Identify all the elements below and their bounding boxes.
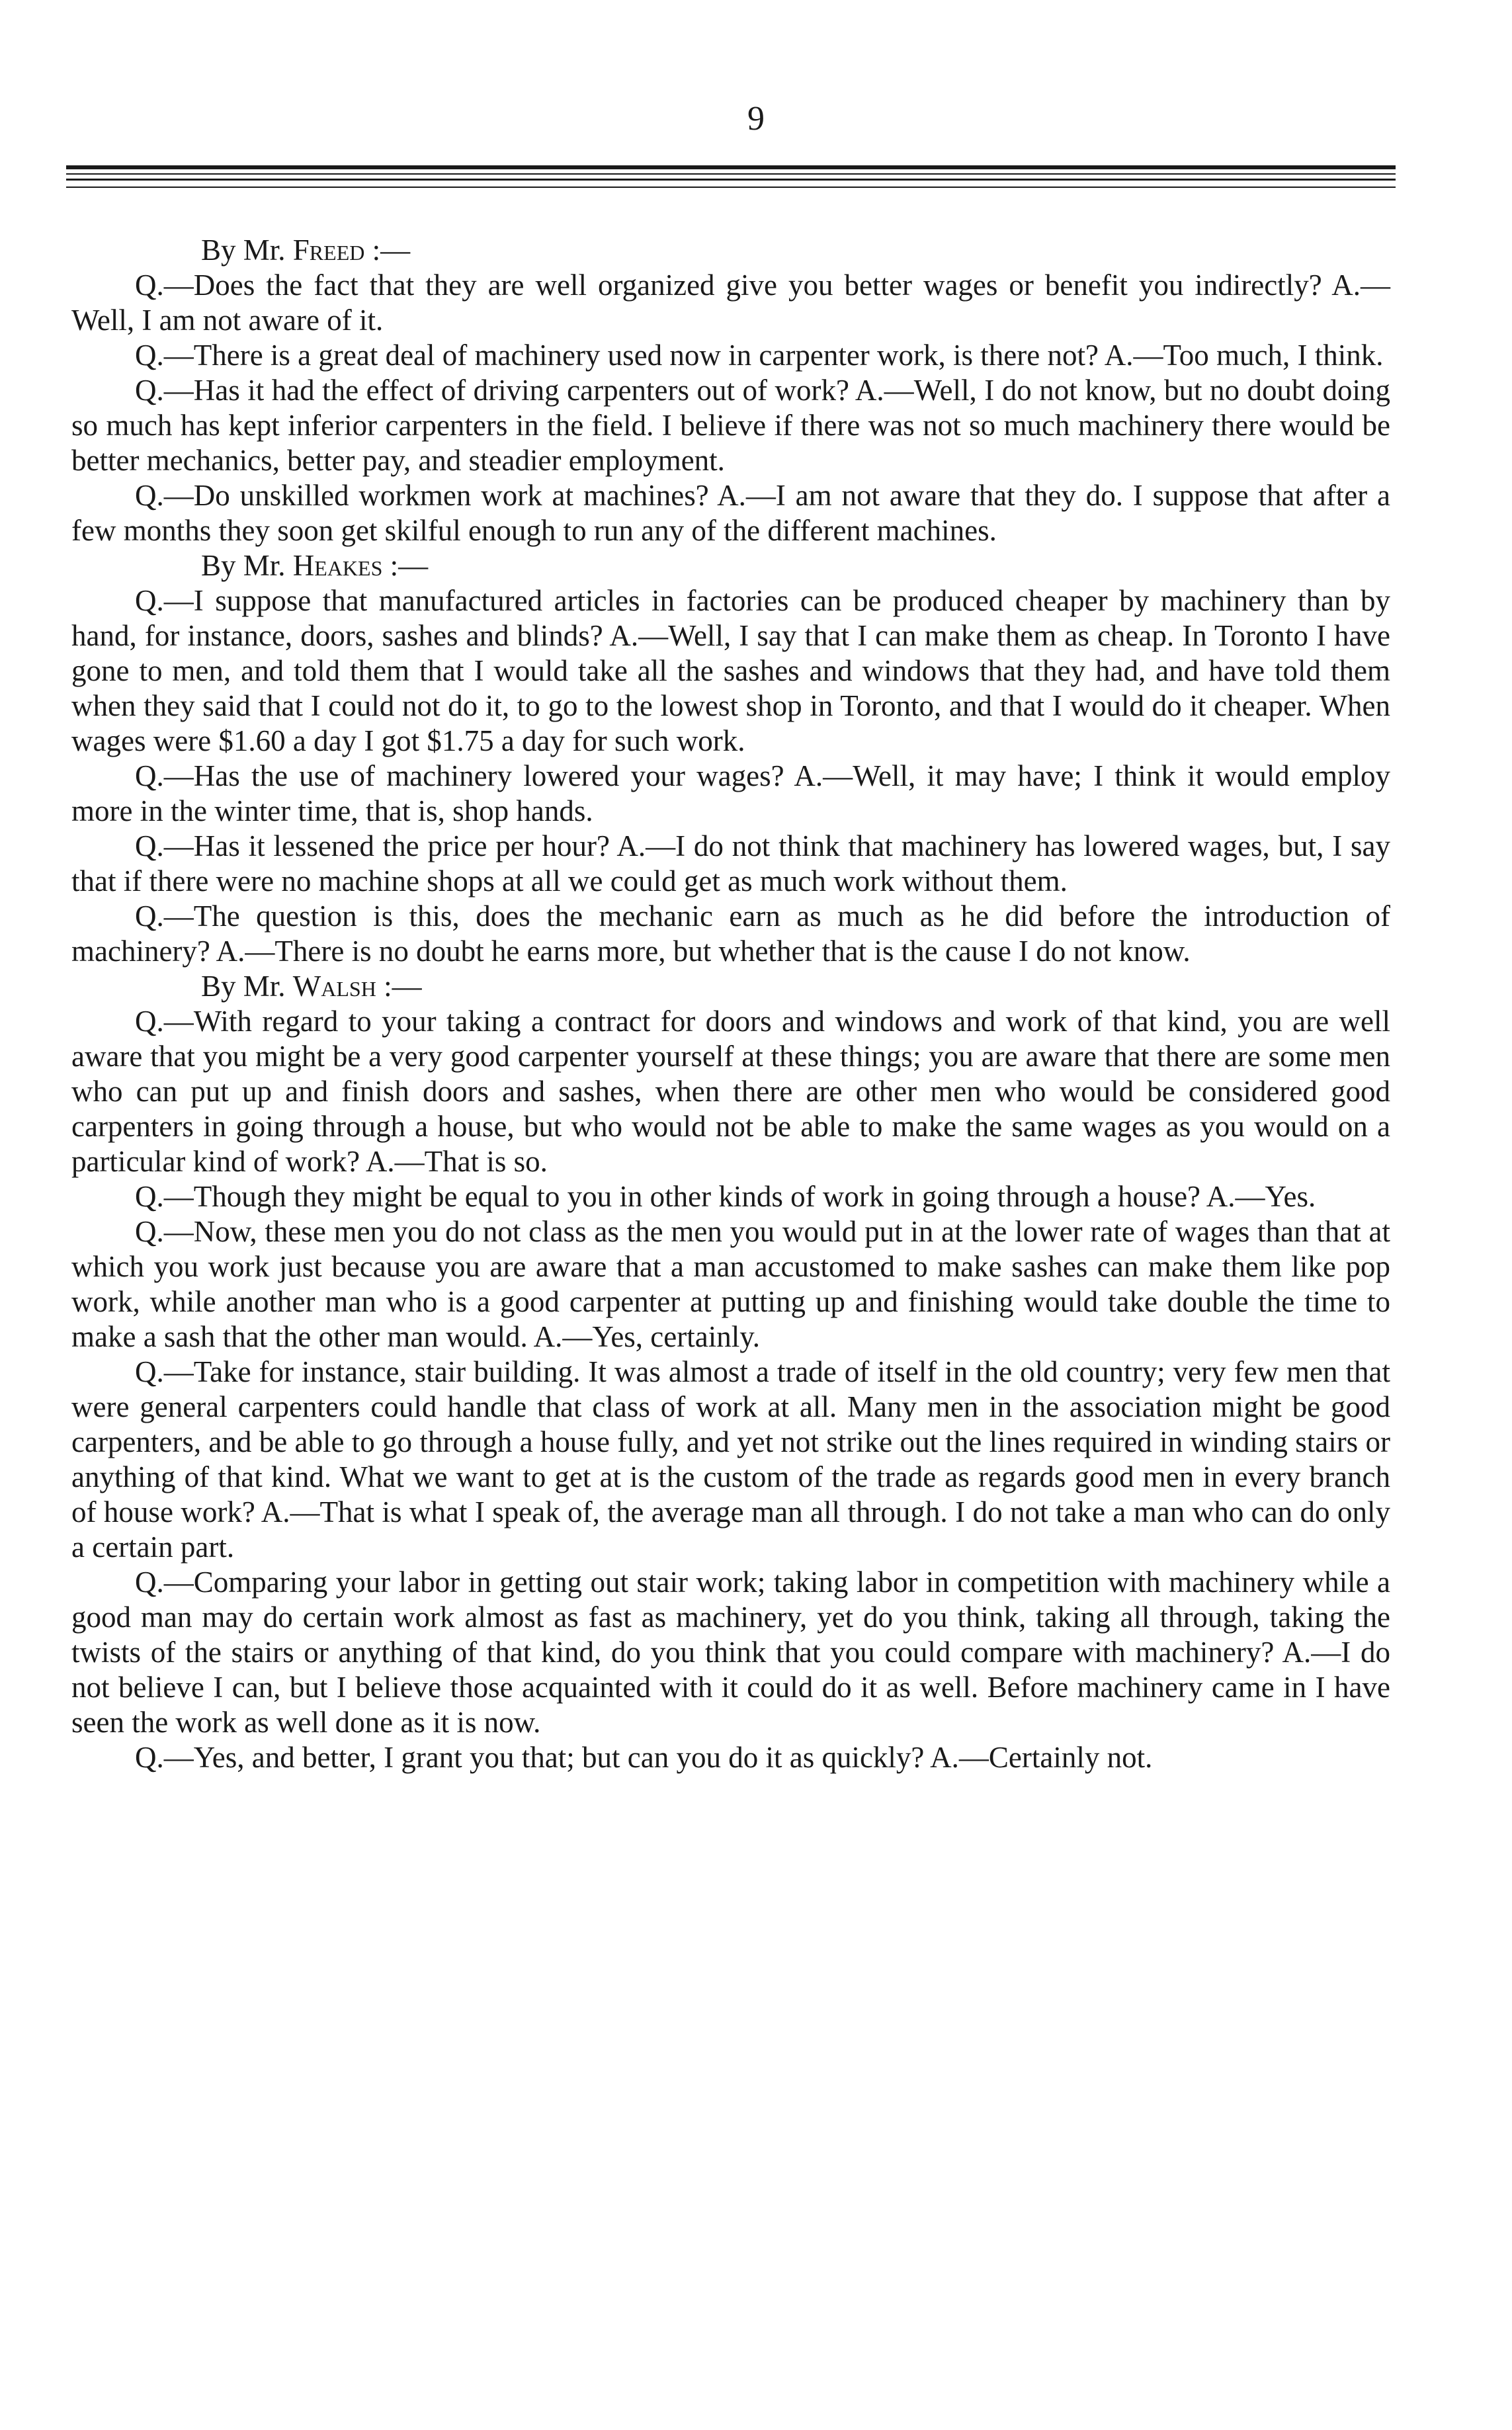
examiner-prefix: By Mr. <box>201 233 293 267</box>
testimony-paragraph: Q.—Does the fact that they are well organized give you better wages or benefit you indirectly? A.—Well, I am not aware of it. <box>71 269 1390 337</box>
page-number: 9 <box>747 100 765 138</box>
examiner-name: Walsh <box>292 970 376 1003</box>
testimony-paragraph: Q.—I suppose that manufactured articles in factories can be produced cheaper by machinery than by hand, for instance, doors, sashes and blinds? A.—Well, I say that I can make them as cheap. In Toronto I have gone to men, and told them that I would take all the sashes and windows that they had, and have told them when they said that I could not do it, to go to the lowest shop in Toronto, and that I would do it cheaper. When wages were $1.60 a day I got $1.75 a day for such work. <box>71 584 1390 757</box>
testimony-paragraph: Q.—Has it lessened the price per hour? A.—I do not think that machinery has lowered wages, but, I say that if there were no machine shops at all we could get as much work without them. <box>71 829 1390 898</box>
examiner-prefix: By Mr. <box>201 549 293 582</box>
testimony-body <box>71 233 1390 1775</box>
examiner-heading <box>201 548 1390 583</box>
examiner-suffix: :— <box>376 970 422 1003</box>
testimony-paragraph: Q.—Comparing your labor in getting out stair work; taking labor in competition with machinery while a good man may do certain work almost as fast as machinery, yet do you think, taking all through, taking the twists of the stairs or anything of that kind, do you think that you could compare with machinery? A.—I do not believe I can, but I believe those acquainted with it could do it as well. Before machinery came in I have seen the work as well done as it is now. <box>71 1566 1390 1739</box>
examiner-name: Freed <box>292 233 365 267</box>
header-rule <box>66 179 1396 181</box>
testimony-paragraph: Q.—With regard to your taking a contract for doors and windows and work of that kind, you are well aware that you might be a very good carpenter yourself at these things; you are aware that there are some men who can put up and finish doors and sashes, when there are other men who would be considered good carpenters in going through a house, but who would not be able to make the same wages as you would on a particular kind of work? A.—That is so. <box>71 1005 1390 1178</box>
testimony-paragraph: Q.—Now, these men you do not class as the men you would put in at the lower rate of wages than that at which you work just because you are aware that a man accustomed to make sashes can make them like pop work, while another man who is a good carpenter at putting up and finishing would take double the time to make a sash that the other man would. A.—Yes, certainly. <box>71 1215 1390 1353</box>
testimony-paragraph: Q.—Has it had the effect of driving carpenters out of work? A.—Well, I do not know, but no doubt doing so much has kept inferior carpenters in the field. I believe if there was not so much machinery there would be better mechanics, better pay, and steadier employment. <box>71 374 1390 477</box>
testimony-paragraph: Q.—Though they might be equal to you in other kinds of work in going through a house? A.—Yes. <box>135 1180 1316 1213</box>
header-rule <box>66 165 1396 169</box>
header-rule <box>66 187 1396 188</box>
testimony-paragraph: Q.—The question is this, does the mechanic earn as much as he did before the introduction of machinery? A.—There is no doubt he earns more, but whether that is the cause I do not know. <box>71 900 1390 968</box>
testimony-paragraph: Q.—Yes, and better, I grant you that; but can you do it as quickly? A.—Certainly not. <box>135 1741 1153 1774</box>
examiner-name: Heakes <box>292 549 383 582</box>
testimony-paragraph: Q.—Do unskilled workmen work at machines? A.—I am not aware that they do. I suppose that after a few months they soon get skilful enough to run any of the different machines. <box>71 479 1390 547</box>
header-rule <box>66 173 1396 175</box>
testimony-paragraph: Q.—There is a great deal of machinery used now in carpenter work, is there not? A.—Too much, I think. <box>135 339 1384 372</box>
examiner-suffix: :— <box>364 233 411 267</box>
examiner-prefix: By Mr. <box>201 970 293 1003</box>
testimony-paragraph: Q.—Take for instance, stair building. It was almost a trade of itself in the old country; very few men that were general carpenters could handle that class of work at all. Many men in the association might be good carpenters, and be able to go through a house fully, and yet not strike out the lines required in winding stairs or anything of that kind. What we want to get at is the custom of the trade as regards good men in every branch of house work? A.—That is what I speak of, the average man all through. I do not take a man who can do only a certain part. <box>71 1355 1390 1564</box>
examiner-heading <box>201 233 1390 268</box>
examiner-suffix: :— <box>382 549 429 582</box>
examiner-heading <box>201 969 1390 1004</box>
testimony-paragraph: Q.—Has the use of machinery lowered your wages? A.—Well, it may have; I think it would employ more in the winter time, that is, shop hands. <box>71 759 1390 827</box>
